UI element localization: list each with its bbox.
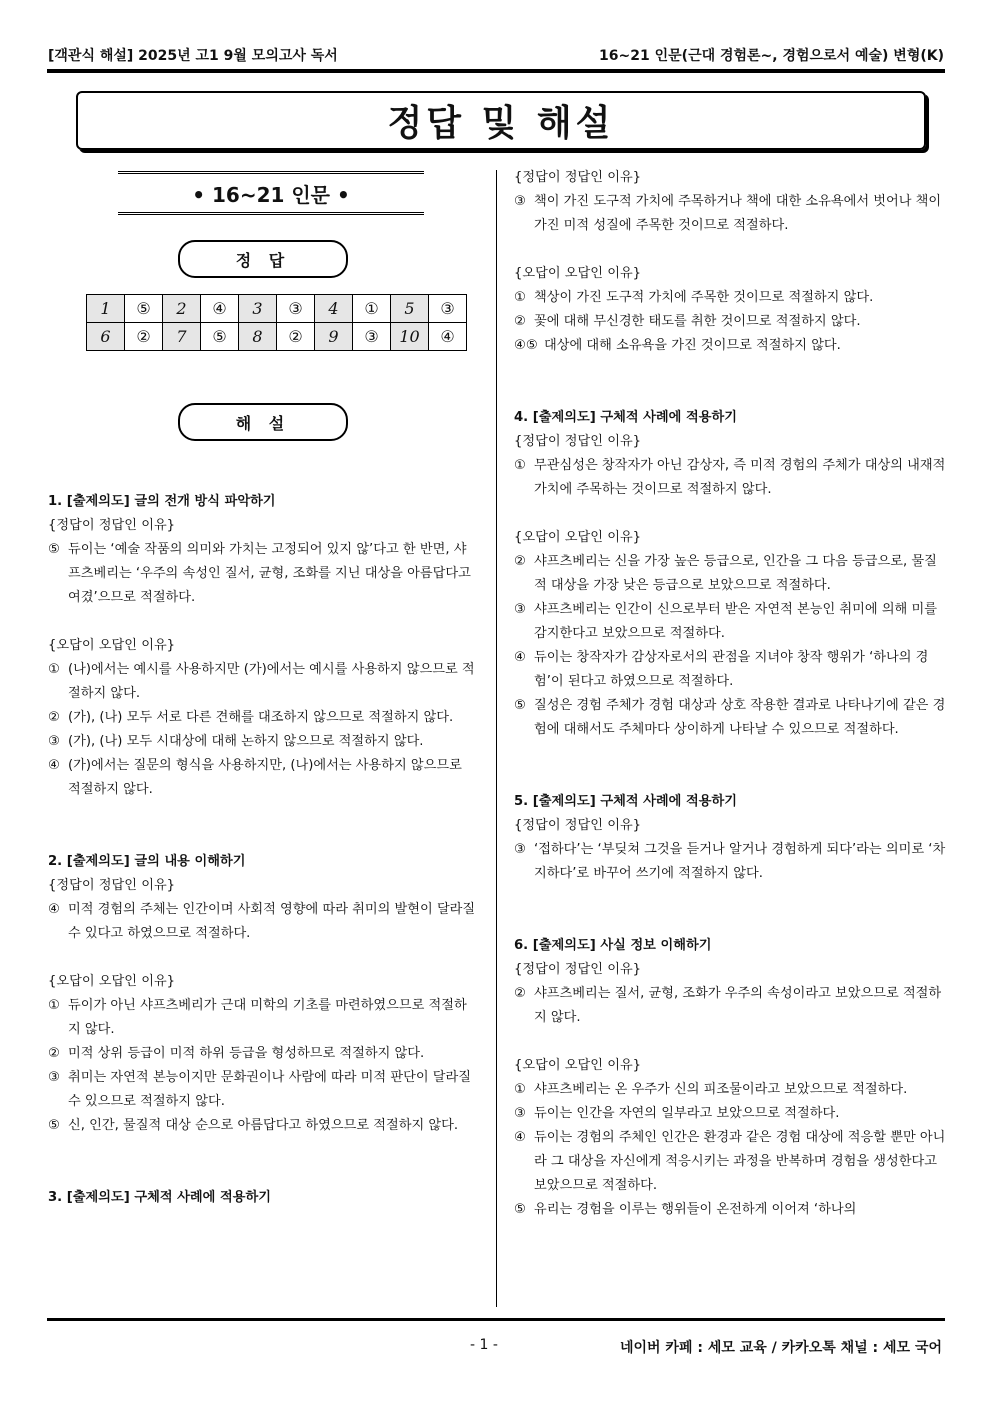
correct-reason-heading: {정답이 정답인 이유} <box>514 170 642 185</box>
correct-reason-heading: {정답이 정답인 이유} <box>48 518 176 533</box>
wrong-reason-heading: {오답이 오답인 이유} <box>514 266 642 281</box>
answer-choice: ④ <box>201 295 239 323</box>
correct-reason-heading: {정답이 정답인 이유} <box>514 434 642 449</box>
choice-marker: ④⑤ <box>514 338 538 353</box>
header-rule <box>47 69 945 73</box>
wrong-reason-heading: {오답이 오답인 이유} <box>48 974 176 989</box>
explanation-text: (가), (나) 모두 시대상에 대해 논하지 않으므로 적절하지 않다. <box>68 734 424 749</box>
answer-number: 5 <box>391 295 429 323</box>
explanation-item <box>48 994 478 1042</box>
choice-marker: ⑤ <box>48 1118 60 1133</box>
explanation-text: 샤프츠베리는 인간이 신으로부터 받은 자연적 본능인 취미에 의해 미를 감지한다고 보았으므로 적절하다. <box>534 602 937 641</box>
choice-marker: ① <box>514 290 526 305</box>
banner-top-rule <box>118 171 424 174</box>
wrong-reason-heading: {오답이 오답인 이유} <box>514 530 642 545</box>
explanation-text: 책상이 가진 도구적 가치에 주목한 것이므로 적절하지 않다. <box>534 290 874 305</box>
choice-marker: ② <box>514 986 526 1001</box>
explanation-text: 샤프츠베리는 온 우주가 신의 피조물이라고 보았으므로 적절하다. <box>534 1082 908 1097</box>
choice-marker: ⑤ <box>48 542 60 557</box>
header-left: [객관식 해설] 2025년 고1 9월 모의고사 독서 <box>48 48 338 64</box>
question-title: 1. [출제의도] 글의 전개 방식 파악하기 <box>48 494 276 509</box>
choice-marker: ② <box>48 710 60 725</box>
explanation-label: 해 설 <box>178 403 348 441</box>
section-banner <box>118 171 424 215</box>
answer-number: 10 <box>391 323 429 351</box>
explanation-item <box>48 658 478 706</box>
answer-choice: ⑤ <box>125 295 163 323</box>
choice-marker: ② <box>514 554 526 569</box>
explanation-item <box>48 1114 478 1138</box>
choice-marker: ③ <box>514 842 526 857</box>
explanation-text: 듀이는 경험의 주체인 인간은 환경과 같은 경험 대상에 적응할 뿐만 아니라 그 대상을 자신에게 적응시키는 과정을 반복하며 경험을 생성한다고 보았으므로 적절하다. <box>534 1130 946 1193</box>
explanation-item <box>514 286 946 310</box>
explanation-item <box>514 646 946 694</box>
answer-number: 1 <box>87 295 125 323</box>
explanation-text: 꽃에 대해 무신경한 태도를 취한 것이므로 적절하지 않다. <box>534 314 861 329</box>
answer-choice: ④ <box>429 323 467 351</box>
explanation-text: 미적 상위 등급이 미적 하위 등급을 형성하므로 적절하지 않다. <box>68 1046 425 1061</box>
choice-marker: ① <box>48 998 60 1013</box>
question-title: 4. [출제의도] 구체적 사례에 적용하기 <box>514 410 737 425</box>
explanation-item <box>48 538 478 610</box>
explanation-text: 무관심성은 창작자가 아닌 감상자, 즉 미적 경험의 주체가 대상의 내재적 가치에 주목하는 것이므로 적절하지 않다. <box>534 458 946 497</box>
answer-choice: ③ <box>429 295 467 323</box>
choice-marker: ③ <box>514 194 526 209</box>
question-title: 6. [출제의도] 사실 정보 이해하기 <box>514 938 712 953</box>
header-right: 16~21 인문(근대 경험론~, 경험으로서 예술) 변형(K) <box>599 48 944 64</box>
choice-marker: ④ <box>514 1130 526 1145</box>
explanation-item <box>514 1198 946 1222</box>
choice-marker: ② <box>48 1046 60 1061</box>
footer-contact: 네이버 카페 : 세모 교육 / 카카오톡 채널 : 세모 국어 <box>619 1340 942 1356</box>
correct-reason-heading: {정답이 정답인 이유} <box>514 962 642 977</box>
explanation-text: 듀이는 창작자가 감상자로서의 관점을 지녀야 창작 행위가 ‘하나의 경험’이 된다고 하였으므로 적절하다. <box>534 650 929 689</box>
explanation-text: 유리는 경험을 이루는 행위들이 온전하게 이어져 ‘하나의 <box>534 1202 857 1217</box>
explanation-item <box>514 838 946 886</box>
left-column <box>48 490 478 1210</box>
choice-marker: ④ <box>48 902 60 917</box>
explanation-text: 샤프츠베리는 신을 가장 높은 등급으로, 인간을 그 다음 등급으로, 물질적 대상을 가장 낮은 등급으로 보았으므로 적절하다. <box>534 554 937 593</box>
explanation-text: 대상에 대해 소유욕을 가진 것이므로 적절하지 않다. <box>544 338 841 353</box>
answer-number: 2 <box>163 295 201 323</box>
page-title: 정답 및 해설 <box>387 103 615 144</box>
explanation-text: 책이 가진 도구적 가치에 주목하거나 책에 대한 소유욕에서 벗어나 책이 가진 미적 성질에 주목한 것이므로 적절하다. <box>534 194 942 233</box>
answer-row <box>87 323 467 351</box>
title-box <box>76 91 926 150</box>
choice-marker: ① <box>514 1082 526 1097</box>
wrong-reason-heading: {오답이 오답인 이유} <box>514 1058 642 1073</box>
explanation-text: 듀이는 ‘예술 작품의 의미와 가치는 고정되어 있지 않’다고 한 반면, 샤프츠베리는 ‘우주의 속성인 질서, 균형, 조화를 지닌 대상을 아름답다고 여겼’으므로 적절하다. <box>68 542 471 605</box>
choice-marker: ③ <box>514 1106 526 1121</box>
choice-marker: ⑤ <box>514 1202 526 1217</box>
explanation-text: 듀이는 인간을 자연의 일부라고 보았으므로 적절하다. <box>534 1106 840 1121</box>
explanation-item <box>514 1126 946 1198</box>
answer-choice: ③ <box>353 323 391 351</box>
explanation-text: (가), (나) 모두 서로 다른 견해를 대조하지 않으므로 적절하지 않다. <box>68 710 454 725</box>
explanation-item <box>514 694 946 742</box>
answer-choice: ② <box>125 323 163 351</box>
choice-marker: ① <box>514 458 526 473</box>
answer-number: 8 <box>239 323 277 351</box>
explanation-text: 샤프츠베리는 질서, 균형, 조화가 우주의 속성이라고 보았으므로 적절하지 않다. <box>534 986 942 1025</box>
choice-marker: ① <box>48 662 60 677</box>
choice-marker: ③ <box>48 1070 60 1085</box>
question-title: 3. [출제의도] 구체적 사례에 적용하기 <box>48 1190 271 1205</box>
choice-marker: ③ <box>514 602 526 617</box>
answer-number: 3 <box>239 295 277 323</box>
explanation-item <box>514 1102 946 1126</box>
answer-label: 정 답 <box>178 240 348 278</box>
explanation-text: 신, 인간, 물질적 대상 순으로 아름답다고 하였으므로 적절하지 않다. <box>68 1118 459 1133</box>
explanation-item <box>514 334 946 358</box>
column-divider <box>496 170 497 1307</box>
choice-marker: ③ <box>48 734 60 749</box>
explanation-item <box>48 898 478 946</box>
explanation-item <box>48 1042 478 1066</box>
question-title: 5. [출제의도] 구체적 사례에 적용하기 <box>514 794 737 809</box>
correct-reason-heading: {정답이 정답인 이유} <box>48 878 176 893</box>
explanation-text: 미적 경험의 주체는 인간이며 사회적 영향에 따라 취미의 발현이 달라질 수 있다고 하였으므로 적절하다. <box>68 902 476 941</box>
answer-number: 6 <box>87 323 125 351</box>
answer-number: 7 <box>163 323 201 351</box>
explanation-text: 취미는 자연적 본능이지만 문화권이나 사람에 따라 미적 판단이 달라질 수 있으므로 적절하지 않다. <box>68 1070 471 1109</box>
right-column <box>514 166 946 1222</box>
explanation-item <box>514 550 946 598</box>
answer-choice: ① <box>353 295 391 323</box>
answer-number: 9 <box>315 323 353 351</box>
explanation-item <box>514 598 946 646</box>
explanation-text: 듀이가 아닌 샤프츠베리가 근대 미학의 기초를 마련하였으므로 적절하지 않다. <box>68 998 467 1037</box>
answer-choice: ③ <box>277 295 315 323</box>
wrong-reason-heading: {오답이 오답인 이유} <box>48 638 176 653</box>
answer-table <box>86 294 467 351</box>
explanation-text: ‘접하다’는 ‘부딪쳐 그것을 듣거나 알거나 경험하게 되다’라는 의미로 ‘차지하다’로 바꾸어 쓰기에 적절하지 않다. <box>534 842 946 881</box>
answer-row <box>87 295 467 323</box>
explanation-text: 질성은 경험 주체가 경험 대상과 상호 작용한 결과로 나타나기에 같은 경험에 대해서도 주체마다 상이하게 나타날 수 있으므로 적절하다. <box>534 698 946 737</box>
banner-title: • 16~21 인문 • <box>192 183 350 207</box>
explanation-item <box>514 190 946 238</box>
question-title: 2. [출제의도] 글의 내용 이해하기 <box>48 854 246 869</box>
explanation-item <box>514 1078 946 1102</box>
explanation-item <box>514 454 946 502</box>
explanation-item <box>48 706 478 730</box>
answer-choice: ⑤ <box>201 323 239 351</box>
correct-reason-heading: {정답이 정답인 이유} <box>514 818 642 833</box>
answer-number: 4 <box>315 295 353 323</box>
explanation-text: (나)에서는 예시를 사용하지만 (가)에서는 예시를 사용하지 않으므로 적절하지 않다. <box>68 662 475 701</box>
choice-marker: ④ <box>48 758 60 773</box>
choice-marker: ④ <box>514 650 526 665</box>
explanation-item <box>514 982 946 1030</box>
choice-marker: ② <box>514 314 526 329</box>
answer-choice: ② <box>277 323 315 351</box>
explanation-text: (가)에서는 질문의 형식을 사용하지만, (나)에서는 사용하지 않으므로 적절하지 않다. <box>68 758 462 797</box>
footer-rule <box>47 1318 945 1321</box>
banner-bottom-rule <box>118 212 424 215</box>
explanation-item <box>48 730 478 754</box>
choice-marker: ⑤ <box>514 698 526 713</box>
explanation-item <box>48 754 478 802</box>
page-number: - 1 - <box>470 1337 498 1353</box>
explanation-item <box>514 310 946 334</box>
explanation-item <box>48 1066 478 1114</box>
